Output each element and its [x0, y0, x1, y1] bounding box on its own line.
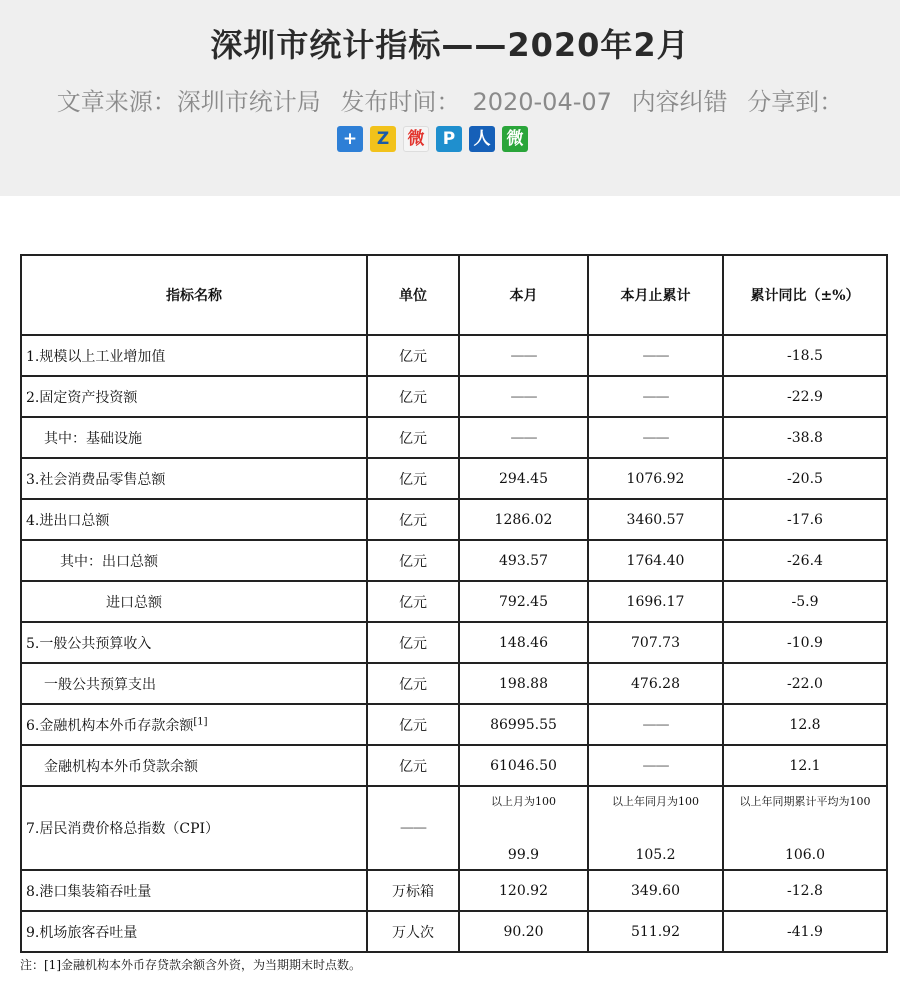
row-name: 1.规模以上工业增加值 [21, 335, 367, 376]
publish-label: 发布时间： [340, 88, 461, 116]
qzone-icon[interactable]: Z [370, 126, 396, 152]
table-row [21, 786, 887, 870]
row-name: 9.机场旅客吞吐量 [21, 911, 367, 952]
renren-icon[interactable]: 人 [469, 126, 495, 152]
yoy-basis-note: 以上年同期累计平均为100 [739, 795, 871, 808]
month-value: 99.9 [507, 847, 540, 863]
row-unit: 亿元 [367, 745, 459, 786]
table-row [21, 458, 887, 499]
row-unit: 亿元 [367, 376, 459, 417]
article-meta [0, 82, 900, 117]
row-cumulative: —— [588, 704, 723, 745]
row-cumulative [588, 786, 723, 870]
row-name: 3.社会消费品零售总额 [21, 458, 367, 499]
row-unit: 亿元 [367, 581, 459, 622]
publish-date: 2020-04-07 [472, 88, 612, 116]
row-month: 120.92 [459, 870, 588, 911]
footnote-marker: [1] [193, 715, 208, 727]
weibo-icon[interactable]: 微 [403, 126, 429, 152]
row-yoy: -12.8 [723, 870, 887, 911]
row-name-text: 6.金融机构本外币存款余额 [26, 717, 194, 734]
row-cumulative: 511.92 [588, 911, 723, 952]
row-cumulative: 707.73 [588, 622, 723, 663]
row-month: 493.57 [459, 540, 588, 581]
row-yoy: -17.6 [723, 499, 887, 540]
source-label: 文章来源：深圳市统计局 [56, 88, 321, 116]
row-name: 7.居民消费价格总指数（CPI） [21, 786, 367, 870]
row-yoy: 12.1 [723, 745, 887, 786]
row-month: —— [459, 417, 588, 458]
row-yoy: -41.9 [723, 911, 887, 952]
row-unit: 万标箱 [367, 870, 459, 911]
row-month: 61046.50 [459, 745, 588, 786]
col-header-name: 指标名称 [21, 255, 367, 335]
row-cumulative: —— [588, 745, 723, 786]
row-month: 148.46 [459, 622, 588, 663]
row-month: 294.45 [459, 458, 588, 499]
row-unit: 亿元 [367, 335, 459, 376]
row-unit: 亿元 [367, 458, 459, 499]
row-month: 792.45 [459, 581, 588, 622]
row-month: 198.88 [459, 663, 588, 704]
share-bar [337, 126, 528, 152]
article-header [0, 0, 900, 196]
row-unit: 亿元 [367, 622, 459, 663]
row-yoy [723, 786, 887, 870]
row-name: 8.港口集装箱吞吐量 [21, 870, 367, 911]
row-cumulative: —— [588, 417, 723, 458]
row-month: —— [459, 335, 588, 376]
row-month: 1286.02 [459, 499, 588, 540]
table-footnote: 注：[1]金融机构本外币存贷款余额含外资，为当期期末时点数。 [20, 958, 362, 972]
col-header-yoy: 累计同比（±%） [723, 255, 887, 335]
row-cumulative: —— [588, 335, 723, 376]
table-row [21, 704, 887, 745]
cumulative-value: 105.2 [635, 847, 676, 863]
table-row [21, 540, 887, 581]
row-name: 5.一般公共预算收入 [21, 622, 367, 663]
row-yoy: -38.8 [723, 417, 887, 458]
row-name: 其中：基础设施 [21, 417, 367, 458]
wechat-icon[interactable]: 微 [502, 126, 528, 152]
row-name: 进口总额 [21, 581, 367, 622]
row-month [459, 786, 588, 870]
table-row [21, 376, 887, 417]
row-name: 一般公共预算支出 [21, 663, 367, 704]
row-yoy: -26.4 [723, 540, 887, 581]
row-name [21, 704, 367, 745]
row-unit: 亿元 [367, 540, 459, 581]
row-cumulative: 1764.40 [588, 540, 723, 581]
col-header-unit: 单位 [367, 255, 459, 335]
row-cumulative: 1076.92 [588, 458, 723, 499]
row-month: 86995.55 [459, 704, 588, 745]
yoy-value: 106.0 [784, 847, 826, 863]
correction-link[interactable]: 内容纠错 [631, 88, 728, 116]
row-unit: 亿元 [367, 499, 459, 540]
row-unit: —— [367, 786, 459, 870]
row-unit: 亿元 [367, 417, 459, 458]
row-month: —— [459, 376, 588, 417]
row-month: 90.20 [459, 911, 588, 952]
table-row [21, 622, 887, 663]
table-row [21, 499, 887, 540]
col-header-month: 本月 [459, 255, 588, 335]
row-name: 金融机构本外币贷款余额 [21, 745, 367, 786]
row-yoy: -10.9 [723, 622, 887, 663]
row-yoy: -5.9 [723, 581, 887, 622]
row-cumulative: 1696.17 [588, 581, 723, 622]
row-unit: 亿元 [367, 704, 459, 745]
month-basis-note: 以上月为100 [491, 795, 556, 808]
table-row [21, 911, 887, 952]
table-row [21, 417, 887, 458]
row-yoy: -18.5 [723, 335, 887, 376]
row-yoy: -22.9 [723, 376, 887, 417]
row-unit: 亿元 [367, 663, 459, 704]
row-name: 2.固定资产投资额 [21, 376, 367, 417]
table-row [21, 663, 887, 704]
page-title: 深圳市统计指标——2020年2月 [210, 26, 690, 64]
row-yoy: 12.8 [723, 704, 887, 745]
row-cumulative: 476.28 [588, 663, 723, 704]
row-yoy: -22.0 [723, 663, 887, 704]
table-header-row [21, 255, 887, 335]
col-header-cumulative: 本月止累计 [588, 255, 723, 335]
tencent-weibo-icon[interactable]: P [436, 126, 462, 152]
statistics-table [20, 254, 888, 953]
table-row [21, 745, 887, 786]
table-row [21, 870, 887, 911]
share-more-icon[interactable]: + [337, 126, 363, 152]
cumulative-basis-note: 以上年同月为100 [612, 795, 699, 808]
row-cumulative: —— [588, 376, 723, 417]
row-cumulative: 349.60 [588, 870, 723, 911]
share-label: 分享到： [747, 88, 844, 116]
row-unit: 万人次 [367, 911, 459, 952]
row-cumulative: 3460.57 [588, 499, 723, 540]
row-yoy: -20.5 [723, 458, 887, 499]
table-row [21, 581, 887, 622]
row-name: 4.进出口总额 [21, 499, 367, 540]
row-name: 其中：出口总额 [21, 540, 367, 581]
table-row [21, 335, 887, 376]
